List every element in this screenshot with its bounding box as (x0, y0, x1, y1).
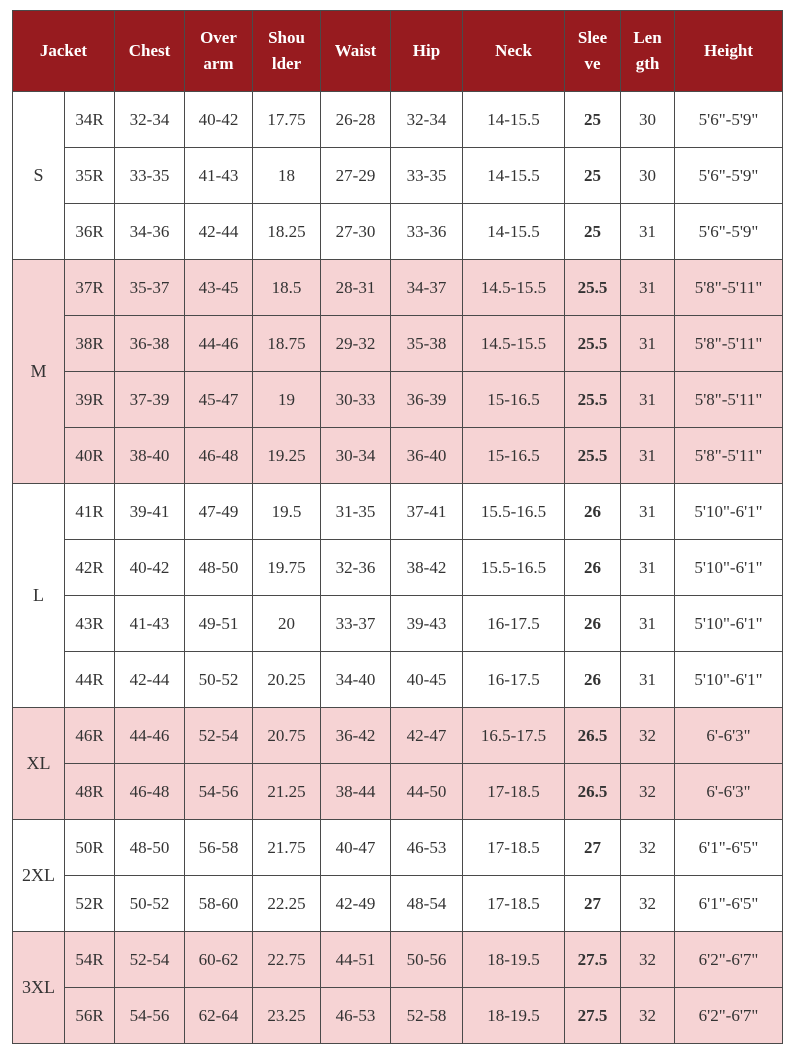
cell-shoulder: 22.75 (253, 932, 321, 988)
cell-hip: 46-53 (391, 820, 463, 876)
cell-overarm: 50-52 (185, 652, 253, 708)
cell-sleeve: 25 (565, 204, 621, 260)
cell-length: 30 (621, 92, 675, 148)
cell-hip: 42-47 (391, 708, 463, 764)
cell-overarm: 56-58 (185, 820, 253, 876)
cell-jacket: 46R (65, 708, 115, 764)
cell-jacket: 56R (65, 988, 115, 1044)
cell-jacket: 41R (65, 484, 115, 540)
cell-neck: 17-18.5 (463, 876, 565, 932)
table-row (13, 820, 783, 876)
cell-jacket: 39R (65, 372, 115, 428)
cell-sleeve: 25 (565, 92, 621, 148)
cell-shoulder: 21.25 (253, 764, 321, 820)
cell-hip: 34-37 (391, 260, 463, 316)
cell-chest: 40-42 (115, 540, 185, 596)
cell-overarm: 48-50 (185, 540, 253, 596)
cell-jacket: 48R (65, 764, 115, 820)
header-row (13, 11, 783, 92)
table-body (13, 92, 783, 1044)
cell-sleeve: 25 (565, 148, 621, 204)
table-row (13, 372, 783, 428)
cell-height: 5'6"-5'9" (675, 92, 783, 148)
cell-waist: 31-35 (321, 484, 391, 540)
size-group-label: XL (13, 708, 65, 820)
cell-jacket: 42R (65, 540, 115, 596)
cell-overarm: 41-43 (185, 148, 253, 204)
cell-waist: 44-51 (321, 932, 391, 988)
cell-length: 31 (621, 372, 675, 428)
cell-hip: 44-50 (391, 764, 463, 820)
cell-overarm: 52-54 (185, 708, 253, 764)
cell-height: 5'8"-5'11" (675, 428, 783, 484)
cell-height: 6'1"-6'5" (675, 876, 783, 932)
cell-shoulder: 17.75 (253, 92, 321, 148)
cell-height: 5'10"-6'1" (675, 484, 783, 540)
cell-chest: 36-38 (115, 316, 185, 372)
col-header-height (675, 11, 783, 92)
cell-jacket: 54R (65, 932, 115, 988)
cell-neck: 18-19.5 (463, 932, 565, 988)
cell-shoulder: 20.75 (253, 708, 321, 764)
cell-overarm: 46-48 (185, 428, 253, 484)
header-label-line: Height (703, 41, 754, 60)
cell-hip: 39-43 (391, 596, 463, 652)
cell-height: 6'2"-6'7" (675, 932, 783, 988)
cell-chest: 37-39 (115, 372, 185, 428)
size-group-label: L (13, 484, 65, 708)
cell-jacket: 36R (65, 204, 115, 260)
cell-sleeve: 27.5 (565, 988, 621, 1044)
table-row (13, 428, 783, 484)
cell-waist: 28-31 (321, 260, 391, 316)
cell-length: 31 (621, 204, 675, 260)
cell-hip: 50-56 (391, 932, 463, 988)
cell-overarm: 62-64 (185, 988, 253, 1044)
cell-length: 32 (621, 876, 675, 932)
cell-chest: 44-46 (115, 708, 185, 764)
cell-jacket: 50R (65, 820, 115, 876)
cell-sleeve: 25.5 (565, 260, 621, 316)
cell-waist: 26-28 (321, 92, 391, 148)
cell-chest: 46-48 (115, 764, 185, 820)
cell-overarm: 58-60 (185, 876, 253, 932)
cell-neck: 14-15.5 (463, 148, 565, 204)
cell-waist: 33-37 (321, 596, 391, 652)
size-group-label: 3XL (13, 932, 65, 1044)
cell-chest: 48-50 (115, 820, 185, 876)
cell-waist: 46-53 (321, 988, 391, 1044)
table-row (13, 708, 783, 764)
cell-sleeve: 27 (565, 876, 621, 932)
cell-waist: 38-44 (321, 764, 391, 820)
cell-sleeve: 26 (565, 540, 621, 596)
col-header-chest (115, 11, 185, 92)
cell-height: 5'8"-5'11" (675, 260, 783, 316)
cell-length: 32 (621, 988, 675, 1044)
cell-hip: 36-39 (391, 372, 463, 428)
cell-neck: 14.5-15.5 (463, 316, 565, 372)
cell-shoulder: 23.25 (253, 988, 321, 1044)
cell-shoulder: 19.75 (253, 540, 321, 596)
size-chart-table (12, 10, 783, 1044)
size-group-label: 2XL (13, 820, 65, 932)
cell-jacket: 34R (65, 92, 115, 148)
cell-height: 5'6"-5'9" (675, 148, 783, 204)
cell-waist: 32-36 (321, 540, 391, 596)
cell-chest: 38-40 (115, 428, 185, 484)
header-label-line: Jacket (39, 41, 88, 60)
cell-sleeve: 26.5 (565, 708, 621, 764)
table-row (13, 596, 783, 652)
table-row (13, 204, 783, 260)
cell-overarm: 44-46 (185, 316, 253, 372)
cell-chest: 42-44 (115, 652, 185, 708)
col-header-shoulder (253, 11, 321, 92)
cell-sleeve: 26 (565, 596, 621, 652)
table-row (13, 92, 783, 148)
cell-height: 6'2"-6'7" (675, 988, 783, 1044)
cell-neck: 15.5-16.5 (463, 540, 565, 596)
cell-hip: 36-40 (391, 428, 463, 484)
cell-waist: 29-32 (321, 316, 391, 372)
cell-overarm: 54-56 (185, 764, 253, 820)
cell-neck: 17-18.5 (463, 820, 565, 876)
cell-hip: 35-38 (391, 316, 463, 372)
cell-length: 31 (621, 540, 675, 596)
cell-hip: 48-54 (391, 876, 463, 932)
cell-overarm: 43-45 (185, 260, 253, 316)
cell-waist: 27-30 (321, 204, 391, 260)
cell-jacket: 52R (65, 876, 115, 932)
cell-length: 31 (621, 484, 675, 540)
cell-shoulder: 21.75 (253, 820, 321, 876)
table-row (13, 988, 783, 1044)
cell-neck: 16-17.5 (463, 596, 565, 652)
size-group-label: S (13, 92, 65, 260)
cell-length: 31 (621, 260, 675, 316)
table-row (13, 484, 783, 540)
cell-sleeve: 26 (565, 484, 621, 540)
header-label-line: ve (584, 54, 601, 73)
cell-waist: 30-34 (321, 428, 391, 484)
cell-length: 32 (621, 708, 675, 764)
cell-sleeve: 26 (565, 652, 621, 708)
cell-hip: 33-36 (391, 204, 463, 260)
cell-waist: 34-40 (321, 652, 391, 708)
header-label-line: Hip (412, 41, 441, 60)
header-label-line: gth (635, 54, 660, 73)
cell-chest: 41-43 (115, 596, 185, 652)
cell-hip: 52-58 (391, 988, 463, 1044)
cell-neck: 14-15.5 (463, 204, 565, 260)
col-header-neck (463, 11, 565, 92)
cell-jacket: 38R (65, 316, 115, 372)
cell-length: 32 (621, 932, 675, 988)
cell-sleeve: 27 (565, 820, 621, 876)
cell-jacket: 40R (65, 428, 115, 484)
table-row (13, 148, 783, 204)
cell-neck: 15-16.5 (463, 428, 565, 484)
cell-height: 5'8"-5'11" (675, 372, 783, 428)
cell-sleeve: 25.5 (565, 316, 621, 372)
cell-shoulder: 20 (253, 596, 321, 652)
col-header-waist (321, 11, 391, 92)
cell-hip: 32-34 (391, 92, 463, 148)
cell-shoulder: 19.25 (253, 428, 321, 484)
table-row (13, 876, 783, 932)
cell-waist: 36-42 (321, 708, 391, 764)
cell-shoulder: 22.25 (253, 876, 321, 932)
cell-overarm: 40-42 (185, 92, 253, 148)
cell-waist: 30-33 (321, 372, 391, 428)
table-row (13, 540, 783, 596)
cell-shoulder: 18 (253, 148, 321, 204)
cell-jacket: 37R (65, 260, 115, 316)
cell-neck: 16.5-17.5 (463, 708, 565, 764)
cell-hip: 37-41 (391, 484, 463, 540)
cell-height: 6'-6'3" (675, 708, 783, 764)
size-group-label: M (13, 260, 65, 484)
cell-chest: 33-35 (115, 148, 185, 204)
cell-height: 5'10"-6'1" (675, 540, 783, 596)
cell-jacket: 43R (65, 596, 115, 652)
cell-sleeve: 25.5 (565, 428, 621, 484)
cell-neck: 16-17.5 (463, 652, 565, 708)
cell-length: 30 (621, 148, 675, 204)
cell-sleeve: 26.5 (565, 764, 621, 820)
cell-chest: 39-41 (115, 484, 185, 540)
header-label-line: lder (271, 54, 302, 73)
col-header-length (621, 11, 675, 92)
cell-shoulder: 20.25 (253, 652, 321, 708)
cell-length: 31 (621, 316, 675, 372)
cell-waist: 42-49 (321, 876, 391, 932)
cell-sleeve: 27.5 (565, 932, 621, 988)
table-row (13, 260, 783, 316)
cell-chest: 52-54 (115, 932, 185, 988)
cell-neck: 17-18.5 (463, 764, 565, 820)
cell-neck: 14.5-15.5 (463, 260, 565, 316)
table-header (13, 11, 783, 92)
cell-waist: 27-29 (321, 148, 391, 204)
col-header-overarm (185, 11, 253, 92)
cell-height: 5'6"-5'9" (675, 204, 783, 260)
cell-hip: 40-45 (391, 652, 463, 708)
cell-height: 6'1"-6'5" (675, 820, 783, 876)
cell-length: 32 (621, 764, 675, 820)
cell-height: 5'10"-6'1" (675, 652, 783, 708)
cell-chest: 34-36 (115, 204, 185, 260)
table-row (13, 652, 783, 708)
cell-neck: 15.5-16.5 (463, 484, 565, 540)
cell-overarm: 49-51 (185, 596, 253, 652)
cell-neck: 15-16.5 (463, 372, 565, 428)
cell-length: 31 (621, 428, 675, 484)
header-label-line: Waist (334, 41, 377, 60)
header-label-line: Len (633, 28, 662, 47)
cell-chest: 32-34 (115, 92, 185, 148)
col-header-hip (391, 11, 463, 92)
cell-shoulder: 19.5 (253, 484, 321, 540)
table-row (13, 764, 783, 820)
cell-length: 31 (621, 652, 675, 708)
table-row (13, 316, 783, 372)
cell-overarm: 45-47 (185, 372, 253, 428)
header-label-line: Shou (268, 28, 305, 47)
cell-jacket: 44R (65, 652, 115, 708)
cell-jacket: 35R (65, 148, 115, 204)
cell-chest: 54-56 (115, 988, 185, 1044)
col-header-sleeve (565, 11, 621, 92)
header-label-line: Slee (577, 28, 608, 47)
header-label-line: Chest (128, 41, 171, 60)
cell-chest: 35-37 (115, 260, 185, 316)
header-label-line: Neck (495, 41, 532, 60)
cell-overarm: 42-44 (185, 204, 253, 260)
cell-height: 5'10"-6'1" (675, 596, 783, 652)
cell-shoulder: 18.25 (253, 204, 321, 260)
cell-length: 31 (621, 596, 675, 652)
cell-hip: 38-42 (391, 540, 463, 596)
cell-sleeve: 25.5 (565, 372, 621, 428)
cell-waist: 40-47 (321, 820, 391, 876)
cell-shoulder: 18.75 (253, 316, 321, 372)
cell-overarm: 47-49 (185, 484, 253, 540)
cell-chest: 50-52 (115, 876, 185, 932)
table-row (13, 932, 783, 988)
cell-height: 5'8"-5'11" (675, 316, 783, 372)
header-label-line: Over (200, 28, 237, 47)
header-label-line: arm (203, 54, 234, 73)
col-header-jacket (13, 11, 115, 92)
cell-height: 6'-6'3" (675, 764, 783, 820)
cell-neck: 18-19.5 (463, 988, 565, 1044)
cell-shoulder: 19 (253, 372, 321, 428)
cell-neck: 14-15.5 (463, 92, 565, 148)
cell-shoulder: 18.5 (253, 260, 321, 316)
cell-overarm: 60-62 (185, 932, 253, 988)
cell-length: 32 (621, 820, 675, 876)
cell-hip: 33-35 (391, 148, 463, 204)
